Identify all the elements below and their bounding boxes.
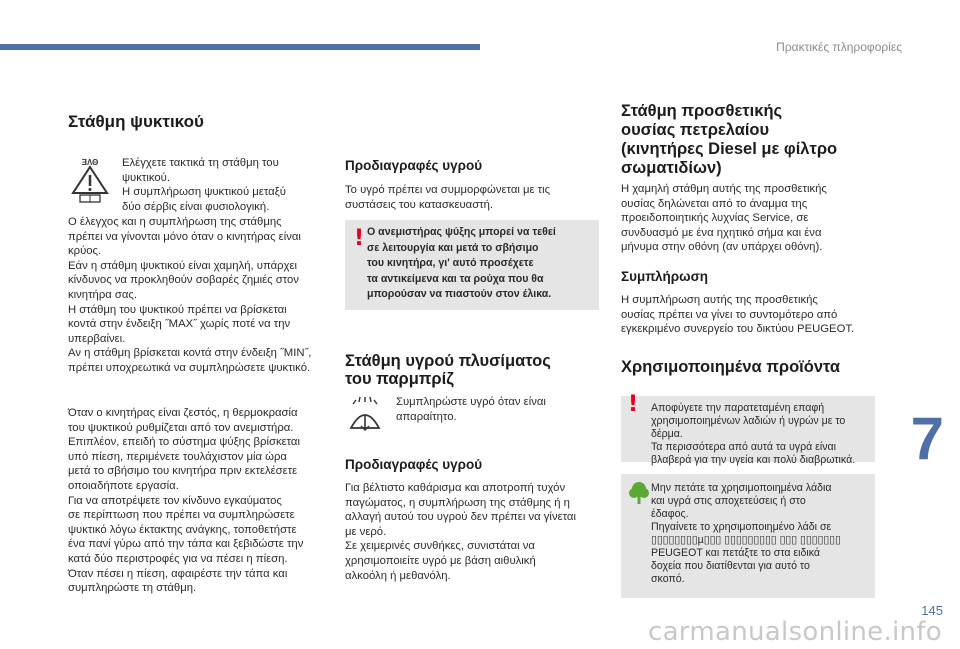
diesel-additive-section: [621, 102, 873, 255]
fluid-spec-section-1: [345, 158, 597, 212]
chapter-tab-number: 7: [910, 405, 944, 472]
fan-warning-text: Ο ανεμιστήρας ψύξης μπορεί να τεθεί σε λειτουργία και μετά το σβήσιμο του κινητήρα, γι' αυτό προσέχετε τα αντικείμενα και τα ρούχα που θα μπορούσαν να πιαστούν στον έλικα.: [367, 226, 556, 300]
fluid-spec-text-1: Το υγρό πρέπει να συμμορφώνεται με τις συστάσεις του κατασκευαστή.: [345, 184, 551, 211]
diesel-additive-title: Στάθμη προσθετικής ουσίας πετρελαίου (κινητήρες Diesel με φίλτρο σωματιδίων): [621, 102, 838, 177]
warning-icon: !: [628, 392, 639, 417]
coolant-hot-engine-text: Όταν ο κινητήρας είναι ζεστός, η θερμοκρασία του ψυκτικού ρυθμίζεται από τον ανεμιστήρα. Επιπλέον, επειδή το σύστημα ψύξης βρίσκεται υπό πίεση, περιμένετε τουλάχιστον μία ώρα μετά το σβήσιμο του κινητήρα πριν εκτελέσετε οποιαδήποτε εργασία. Για να αποτρέψετε τον κίνδυνο εγκαύματος σε περίπτωση που πρέπει να συμπληρώσετε ψυκτικό λόγω έκτακτης ανάγκης, τοποθετήστε ένα πανί γύρω από την τάπα και ξεβιδώστε την κατά δύο περιστροφές για να πέσει η πίεση. Όταν πέσει η πίεση, αφαιρέστε την τάπα και συμπληρώστε τη στάθμη.: [68, 407, 304, 595]
page-number: 145: [921, 603, 943, 618]
environment-text: Μην πετάτε τα χρησιμοποιημένα λάδια και υγρά στις αποχετεύσεις ή στο έδαφος. Πηγαίνετε το χρησιμοποιημένο λάδι σε ▯▯▯▯▯▯▯▯µ▯▯▯ ▯▯▯▯▯▯▯▯▯ ▯▯▯ ▯▯▯▯▯▯▯ PEUGEOT και πετάξτε το στα ειδικά δοχεία που διατίθενται για αυτό το σκοπό.: [651, 482, 841, 585]
washer-intro: Συμπληρώστε υγρό όταν είναι απαραίτητο.: [396, 396, 546, 423]
refill-section: [621, 269, 873, 337]
fan-warning-box: [345, 220, 599, 310]
used-products-warning-text: Αποφύγετε την παρατεταμένη επαφή χρησιμοποιημένων λαδιών ή υγρών με το δέρμα. Τα περισσότερα από αυτά τα υγρά είναι βλαβερά για την υγεία και πολύ διαβρωτικά.: [651, 402, 856, 466]
used-products-title: Χρησιμοποιημένα προϊόντα: [621, 358, 841, 376]
fluid-spec-title-2: Προδιαγραφές υγρού: [345, 457, 483, 472]
svg-text:ƎΛΘ: ƎΛΘ: [81, 158, 99, 167]
fluid-spec-title-1: Προδιαγραφές υγρού: [345, 158, 483, 173]
diesel-additive-text: Η χαμηλή στάθμη αυτής της προσθετικής ουσίας δηλώνεται από το άναμμα της προειδοποιητικής λυχνίας Service, σε συνδυασμό με ένα ηχητικό σήμα και ένα μήνυμα στην οθόνη (αν υπάρχει οθόνη).: [621, 183, 827, 254]
washer-section: [345, 352, 597, 388]
coolant-title: Στάθμη ψυκτικού: [68, 112, 204, 131]
coolant-intro: Ελέγχετε τακτικά τη στάθμη του ψυκτικού. Η συμπλήρωση ψυκτικού μεταξύ δύο σέρβις είναι φυσιολογική.: [122, 157, 286, 213]
fluid-spec-text-2: Για βέλτιστο καθάρισμα και αποτροπή τυχόν παγώματος, η συμπλήρωση της στάθμης ή η αλλαγή αυτού του υγρού δεν πρέπει να γίνεται με νερό. Σε χειμερινές συνθήκες, συνιστάται να χρησιμοποιείτε υγρό με βάση αιθυλική αλκοόλη ή μεθανόλη.: [345, 482, 576, 582]
used-products-warning-box: [621, 392, 875, 466]
header-accent-bar: [0, 44, 480, 50]
fluid-spec-section-2: [345, 457, 597, 583]
warning-icon: !: [354, 226, 365, 251]
refill-text: Η συμπλήρωση αυτής της προσθετικής ουσίας πρέπει να γίνει το συντομότερο από εγκεκριμένο συνεργείο του δικτύου PEUGEOT.: [621, 294, 855, 336]
environment-box: [621, 474, 875, 598]
coolant-check-text: Ο έλεγχος και η συμπλήρωση της στάθμης πρέπει να γίνονται μόνο όταν ο κινητήρας είναι κρύος. Εάν η στάθμη ψυκτικού είναι χαμηλή, υπάρχει κίνδυνος να προκληθούν σοβαρές ζημιές στον κινητήρα σας. Η στάθμη του ψυκτικού πρέπει να βρίσκεται κοντά στην ένδειξη ˝MAX˝ χωρίς ποτέ να την υπερβαίνει. Αν η στάθμη βρίσκεται κοντά στην ένδειξη ˝MIN˝, πρέπει υποχρεωτικά να συμπληρώσετε ψυκτικό.: [68, 216, 312, 374]
caution-hot-icon: [70, 157, 110, 208]
watermark: carmanualsonline.info: [647, 617, 942, 647]
refill-title: Συμπλήρωση: [621, 269, 709, 284]
washer-fluid-icon: [347, 396, 383, 441]
used-products-section: [621, 358, 873, 377]
chapter-title: Πρακτικές πληροφορίες: [776, 40, 902, 54]
washer-title: Στάθμη υγρού πλυσίματος του παρμπρίζ: [345, 352, 551, 388]
tree-icon: [629, 481, 649, 509]
coolant-section: [68, 112, 330, 131]
